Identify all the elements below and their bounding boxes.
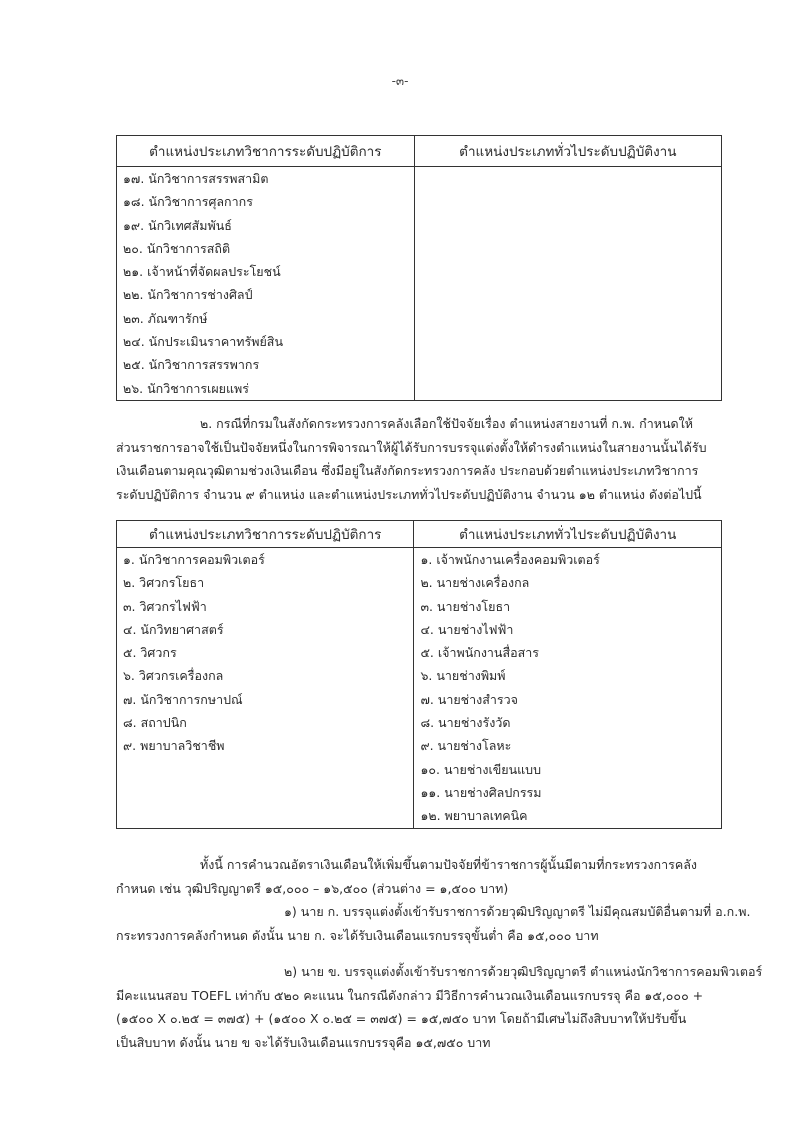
academic-positions-cell — [117, 167, 415, 401]
paragraph-line: มีคะแนนสอบ TOEFL เท่ากับ ๕๒๐ คะแนน ในกรณีดังกล่าว มีวิธีการคำนวณเงินเดือนแรกบรรจุ คือ ๑๕,๐๐๐ + — [116, 987, 704, 1003]
list-item: ๑๒. พยาบาลเทคนิค — [420, 808, 528, 824]
academic-positions-list — [117, 167, 414, 400]
list-item: ๒๓. ภัณฑารักษ์ — [123, 310, 208, 326]
paragraph-salary-calculation — [116, 853, 722, 900]
list-item: ๕. วิศวกร — [123, 645, 177, 661]
list-item: ๒๔. นักประเมินราคาทรัพย์สิน — [123, 334, 283, 350]
list-item: ๘. นายช่างรังวัด — [420, 715, 511, 731]
list-item: ๖. นายช่างพิมพ์ — [420, 668, 506, 684]
page-number: -๓- — [391, 74, 409, 88]
example-2 — [116, 960, 763, 1054]
list-item: ๒๕. นักวิชาการสรรพากร — [123, 357, 260, 373]
paragraph-line: ๑) นาย ก. บรรจุแต่งตั้งเข้ารับราชการด้วยวุฒิปริญญาตรี ไม่มีคุณสมบัติอื่นตามที่ อ.ก.พ. — [284, 904, 751, 919]
general-positions-cell — [414, 548, 722, 829]
list-item: ๒๐. นักวิชาการสถิติ — [123, 240, 231, 256]
list-item: ๕. เจ้าพนักงานสื่อสาร — [420, 645, 539, 661]
list-item: ๑๐. นายช่างเขียนแบบ — [420, 761, 542, 777]
paragraph-line: (๑๕๐๐ X ๐.๒๕ = ๓๗๕) + (๑๕๐๐ X ๐.๒๕ = ๓๗๕) = ๑๕,๗๕๐ บาท โดยถ้ามีเศษไม่ถึงสิบบาทให้ปรับขึ้น — [116, 1011, 687, 1026]
list-item: ๙. พยาบาลวิชาชีพ — [123, 738, 225, 754]
paragraph-line: ๒) นาย ข. บรรจุแต่งตั้งเข้ารับราชการด้วยวุฒิปริญญาตรี ตำแหน่งนักวิชาการคอมพิวเตอร์ — [284, 964, 763, 979]
paragraph-line: กระทรวงการคลังกำหนด ดังนั้น นาย ก. จะได้รับเงินเดือนแรกบรรจุขั้นต่ำ คือ ๑๕,๐๐๐ บาท — [116, 927, 599, 943]
paragraph-line: ระดับปฏิบัติการ จำนวน ๙ ตำแหน่ง และตำแหน่งประเภททั่วไประดับปฏิบัติงาน จำนวน ๑๒ ตำแหน่ง ดังต่อไปนี้ — [116, 486, 702, 502]
list-item: ๔. นักวิทยาศาสตร์ — [123, 621, 224, 637]
header-general-operational: ตำแหน่งประเภททั่วไประดับปฏิบัติงาน — [414, 521, 722, 548]
paragraph-line: ส่วนราชการอาจใช้เป็นปัจจัยหนึ่งในการพิจารณาให้ผู้ได้รับการบรรจุแต่งตั้งให้ดำรงตำแหน่งในสายงานนั้นได้รับ — [116, 439, 707, 455]
list-item: ๓. นายช่างโยธา — [420, 598, 511, 614]
list-item: ๔. นายช่างไฟฟ้า — [420, 621, 514, 637]
academic-positions-cell — [117, 548, 414, 829]
list-item: ๒. วิศวกรโยธา — [123, 575, 205, 591]
paragraph-line: เป็นสิบบาท ดังนั้น นาย ข จะได้รับเงินเดือนแรกบรรจุคือ ๑๕,๗๕๐ บาท — [116, 1034, 491, 1050]
list-item: ๗. นักวิชาการกษาปณ์ — [123, 691, 243, 707]
paragraph-line: กำหนด เช่น วุฒิปริญญาตรี ๑๕,๐๐๐ – ๑๖,๕๐๐ (ส่วนต่าง = ๑,๕๐๐ บาท) — [116, 880, 509, 896]
list-item: ๑๑. นายช่างศิลปกรรม — [420, 784, 542, 800]
list-item: ๙. นายช่างโลหะ — [420, 738, 512, 754]
general-positions-list — [414, 548, 721, 828]
list-item: ๑. นักวิชาการคอมพิวเตอร์ — [123, 552, 265, 567]
list-item: ๑. เจ้าพนักงานเครื่องคอมพิวเตอร์ — [420, 552, 600, 567]
paragraph-line: ๒. กรณีที่กรมในสังกัดกระทรวงการคลังเลือกใช้ปัจจัยเรื่อง ตำแหน่งสายงานที่ ก.พ. กำหนดให้ — [200, 416, 693, 431]
header-general-operational: ตำแหน่งประเภททั่วไประดับปฏิบัติงาน — [414, 136, 721, 167]
list-item: ๑๗. นักวิชาการสรรพสามิต — [123, 171, 269, 186]
list-item: ๘. สถาปนิก — [123, 715, 187, 731]
paragraph-line: เงินเดือนตามคุณวุฒิตามช่วงเงินเดือน ซึ่งมีอยู่ในสังกัดกระทรวงการคลัง ประกอบด้วยตำแหน่งประเภทวิชาการ — [116, 463, 699, 478]
positions-table-continued — [116, 135, 722, 401]
header-academic-practitioner: ตำแหน่งประเภทวิชาการระดับปฏิบัติการ — [117, 136, 415, 167]
header-academic-practitioner: ตำแหน่งประเภทวิชาการระดับปฏิบัติการ — [117, 521, 414, 548]
list-item: ๖. วิศวกรเครื่องกล — [123, 668, 224, 684]
list-item: ๑๙. นักวิเทศสัมพันธ์ — [123, 217, 232, 233]
example-1 — [116, 900, 751, 947]
list-item: ๒๖. นักวิชาการเผยแพร่ — [123, 380, 249, 396]
general-positions-cell-empty — [414, 167, 721, 401]
list-item: ๒. นายช่างเครื่องกล — [420, 575, 530, 591]
list-item: ๒๑. เจ้าหน้าที่จัดผลประโยชน์ — [123, 264, 281, 280]
list-item: ๓. วิศวกรไฟฟ้า — [123, 598, 207, 614]
paragraph-section-2 — [116, 412, 722, 506]
academic-positions-list — [117, 548, 413, 758]
list-item: ๗. นายช่างสำรวจ — [420, 691, 518, 707]
paragraph-line: ทั้งนี้ การคำนวณอัตราเงินเดือนให้เพิ่มขึ้นตามปัจจัยที่ข้าราชการผู้นั้นมีตามที่กระทรวงการคลัง — [200, 857, 697, 872]
positions-table-finance-ministry — [116, 520, 722, 829]
list-item: ๒๒. นักวิชาการช่างศิลป์ — [123, 287, 253, 303]
list-item: ๑๘. นักวิชาการศุลกากร — [123, 194, 253, 210]
